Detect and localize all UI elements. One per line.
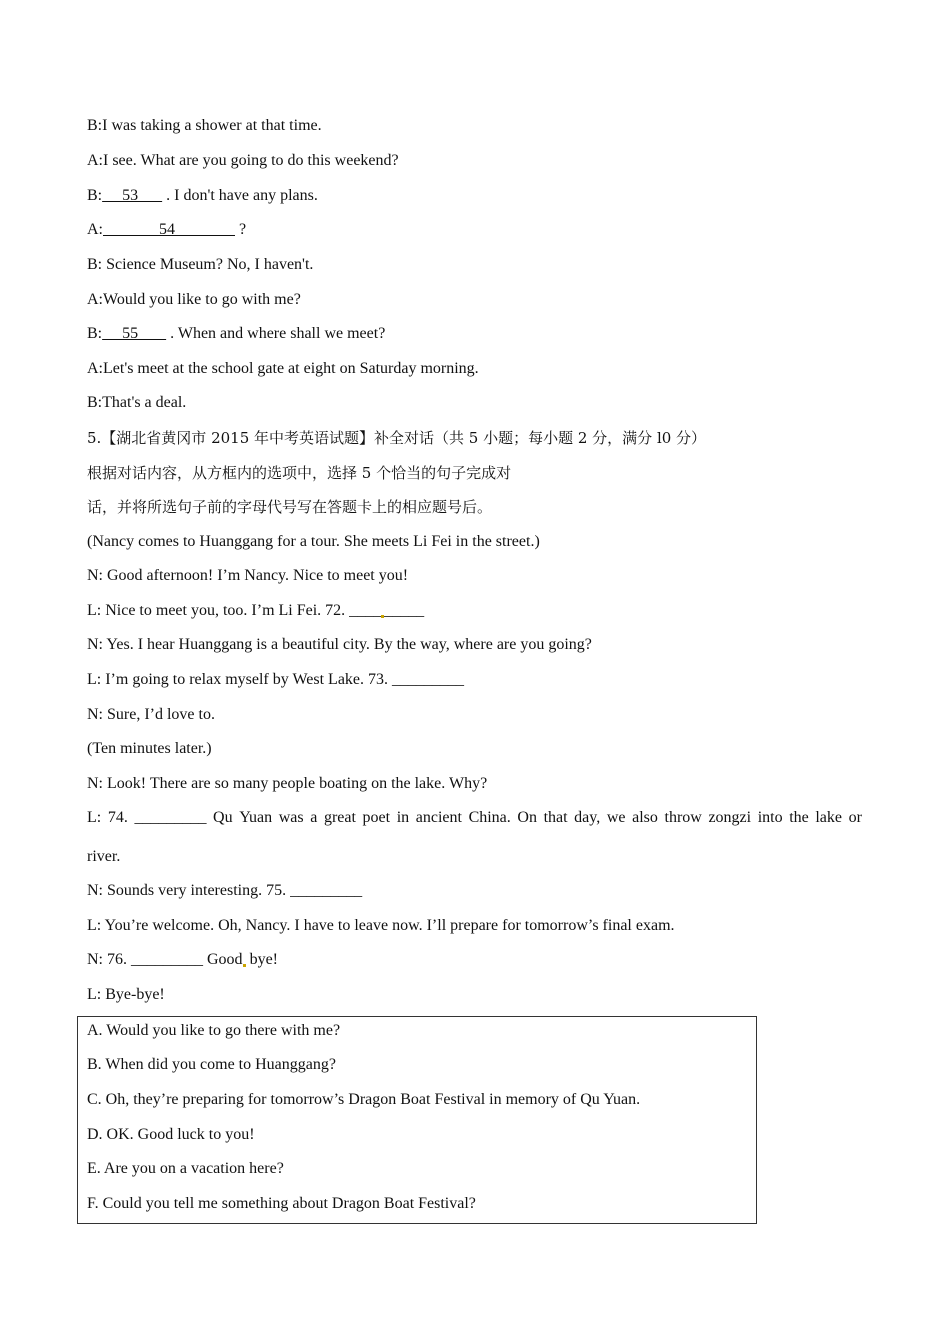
option-f: F. Could you tell me something about Dragon Boat Festival? bbox=[87, 1195, 476, 1212]
dialogue-text: N: 76. _________ Good bbox=[87, 951, 243, 968]
answer-blank: 55 bbox=[102, 325, 167, 342]
instruction-line: 话，并将所选句子前的字母代号写在答题卡上的相应题号后。 bbox=[87, 498, 493, 516]
dialogue-word: was bbox=[278, 809, 304, 826]
dialogue-line: L: Bye-bye! bbox=[87, 986, 165, 1003]
dialogue-line: A:I see. What are you going to do this weekend? bbox=[87, 152, 399, 169]
dialogue-line: B:That's a deal. bbox=[87, 394, 187, 411]
dialogue-word: ancient bbox=[415, 809, 462, 826]
dialogue-line: N: Yes. I hear Huanggang is a beautiful city. By the way, where are you going? bbox=[87, 636, 592, 653]
dialogue-word: also bbox=[632, 809, 658, 826]
dialogue-line: L: You’re welcome. Oh, Nancy. I have to leave now. I’ll prepare for tomorrow’s final exam. bbox=[87, 917, 675, 934]
dialogue-line-76 bbox=[87, 950, 278, 970]
dialogue-word: throw bbox=[664, 809, 702, 826]
dialogue-word: lake bbox=[815, 809, 843, 826]
answer-blank: 53 bbox=[102, 187, 163, 204]
dialogue-word: Yuan bbox=[239, 809, 273, 826]
dialogue-line: N: Look! There are so many people boating on the lake. Why? bbox=[87, 775, 488, 792]
dialogue-line: A:Would you like to go with me? bbox=[87, 291, 301, 308]
answer-blank: _____ bbox=[384, 602, 425, 619]
dialogue-line: B:I was taking a shower at that time. bbox=[87, 117, 322, 134]
dialogue-word: great bbox=[323, 809, 356, 826]
dialogue-line-75: N: Sounds very interesting. 75. _________ bbox=[87, 882, 363, 899]
dialogue-word: China. bbox=[468, 809, 511, 826]
option-e: E. Are you on a vacation here? bbox=[87, 1160, 284, 1177]
speaker-label: B: bbox=[87, 187, 103, 204]
answer-blank: 54 bbox=[103, 221, 235, 238]
speaker-label: A: bbox=[87, 221, 103, 238]
dialogue-line: N: Good afternoon! I’m Nancy. Nice to meet you! bbox=[87, 567, 409, 584]
dialogue-text: bye! bbox=[245, 951, 278, 968]
dialogue-line-blank-55 bbox=[87, 324, 385, 344]
dialogue-line-blank-53 bbox=[87, 186, 318, 206]
section-heading: 5.【湖北省黄冈市 2015 年中考英语试题】补全对话（共 5 小题；每小题 2 分，满分 l0 分） bbox=[87, 429, 707, 447]
speaker-label: B: bbox=[87, 325, 103, 342]
dialogue-text: L: Nice to meet you, too. I’m Li Fei. 72. ____ bbox=[87, 602, 382, 619]
dialogue-text: ? bbox=[235, 221, 247, 238]
dialogue-word: into bbox=[757, 809, 783, 826]
dialogue-word: that bbox=[543, 809, 568, 826]
dialogue-line: A:Let's meet at the school gate at eight on Saturday morning. bbox=[87, 360, 479, 377]
option-a: A. Would you like to go there with me? bbox=[87, 1022, 341, 1039]
dialogue-line: B: Science Museum? No, I haven't. bbox=[87, 256, 314, 273]
dialogue-word: L: bbox=[87, 809, 102, 826]
dialogue-line: N: Sure, I’d love to. bbox=[87, 706, 215, 723]
dialogue-word: or bbox=[848, 809, 862, 826]
dialogue-text: . When and where shall we meet? bbox=[166, 325, 386, 342]
option-c: C. Oh, they’re preparing for tomorrow’s Dragon Boat Festival in memory of Qu Yuan. bbox=[87, 1091, 641, 1108]
dialogue-word: a bbox=[310, 809, 318, 826]
option-b: B. When did you come to Huanggang? bbox=[87, 1056, 336, 1073]
stage-note: (Ten minutes later.) bbox=[87, 740, 212, 757]
dialogue-word: the bbox=[789, 809, 809, 826]
dialogue-line-74 bbox=[87, 808, 862, 828]
dialogue-word: On bbox=[517, 809, 537, 826]
options-box bbox=[77, 1016, 757, 1224]
dialogue-word: Qu bbox=[213, 809, 233, 826]
dialogue-word: 74. bbox=[107, 809, 128, 826]
dialogue-line-continuation: river. bbox=[87, 848, 121, 865]
dialogue-word: poet bbox=[362, 809, 391, 826]
dialogue-word: day, bbox=[574, 809, 601, 826]
instruction-line: 根据对话内容，从方框内的选项中，选择 5 个恰当的句子完成对 bbox=[87, 464, 512, 482]
dialogue-line-blank-54 bbox=[87, 220, 246, 240]
context-note: (Nancy comes to Huanggang for a tour. She meets Li Fei in the street.) bbox=[87, 533, 540, 550]
dialogue-word: we bbox=[606, 809, 626, 826]
dialogue-line-72 bbox=[87, 601, 424, 621]
dialogue-word: in bbox=[396, 809, 410, 826]
dialogue-line-73: L: I’m going to relax myself by West Lake. 73. _________ bbox=[87, 671, 465, 688]
dialogue-word: _________ bbox=[134, 809, 207, 826]
dialogue-word: zongzi bbox=[708, 809, 752, 826]
dialogue-text: . I don't have any plans. bbox=[162, 187, 318, 204]
option-d: D. OK. Good luck to you! bbox=[87, 1126, 255, 1143]
